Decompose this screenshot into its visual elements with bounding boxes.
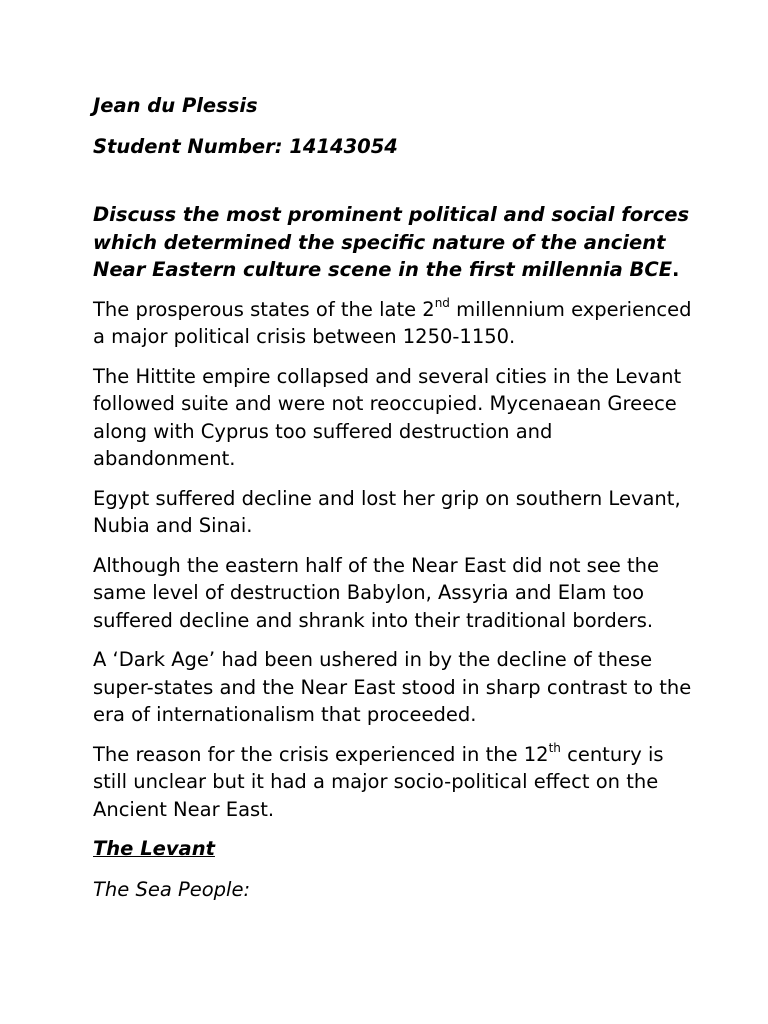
- author-name: Jean du Plessis: [93, 94, 258, 117]
- document-page: [93, 92, 693, 903]
- ordinal-suffix: th: [548, 740, 561, 755]
- section-heading: The Levant: [93, 837, 215, 860]
- paragraph-5: A ‘Dark Age’ had been ushered in by the decline of these super-states and the Near East stood in sharp contrast to the era of internationalism that proceeded.: [93, 648, 692, 726]
- subsection-heading: The Sea People:: [93, 877, 251, 901]
- paragraph-3: Egypt suffered decline and lost her grip on southern Levant, Nubia and Sinai.: [93, 486, 681, 537]
- ordinal-suffix: nd: [434, 295, 450, 310]
- paragraph-4: Although the eastern half of the Near East did not see the same level of destruction Babylon, Assyria and Elam too suffered decline and shrank into their traditional borders.: [93, 553, 660, 632]
- paragraph-6-end: century is still unclear but it had a major socio-political effect on the Ancient Near East.: [93, 742, 664, 821]
- essay-question-text: Discuss the most prominent political and social forces which determined the specific nature of the ancient Near Eastern culture scene in the first millennia BCE: [93, 203, 690, 281]
- paragraph-2: The Hittite empire collapsed and several cities in the Levant followed suite and were not reoccupied. Mycenaean Greece along with Cyprus too suffered destruction and abandonment.: [93, 364, 682, 470]
- paragraph-6: [93, 741, 693, 824]
- paragraph-1-end: millennium experienced a major political crisis between 1250-1150.: [93, 297, 692, 348]
- paragraph-6-start: The reason for the crisis experienced in the 12: [93, 742, 549, 766]
- paragraph-1: [93, 296, 693, 351]
- student-number: Student Number: 14143054: [93, 134, 398, 158]
- essay-question: [93, 201, 693, 284]
- essay-question-period: .: [672, 258, 680, 281]
- paragraph-1-start: The prosperous states of the late 2: [93, 297, 435, 321]
